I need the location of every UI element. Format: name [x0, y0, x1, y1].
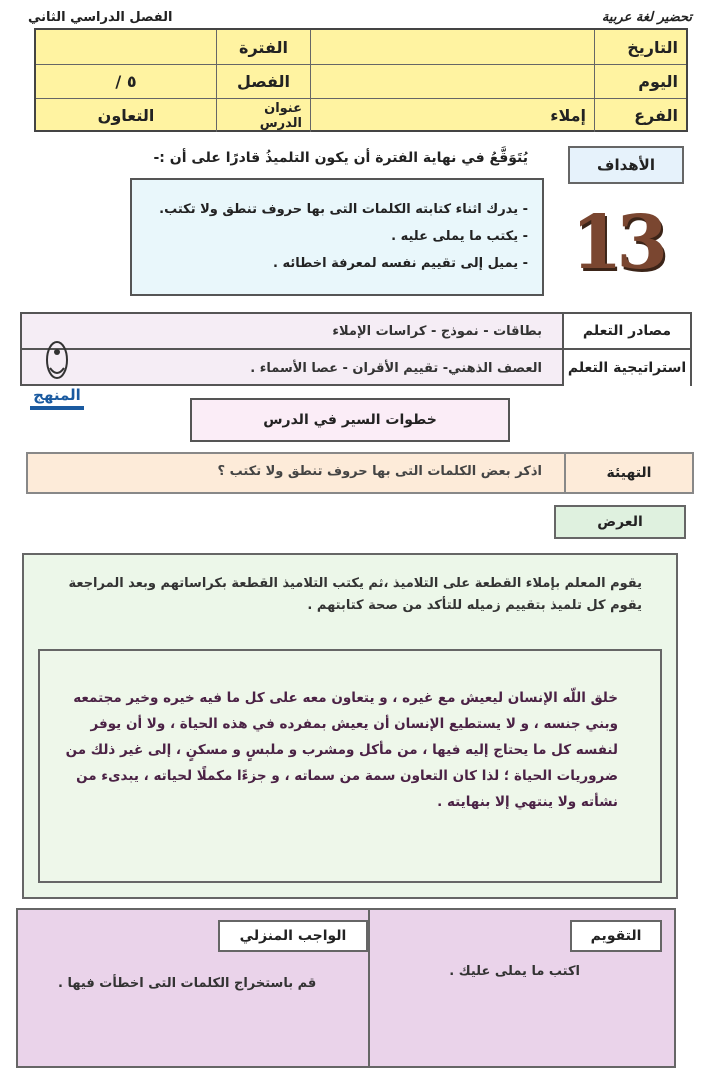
homework-value: قم باستخراج الكلمات التى اخطأت فيها . — [58, 976, 317, 991]
goal-item: - يدرك اثناء كتابته الكلمات التى بها حروف تنطق ولا تكتب. — [159, 202, 528, 217]
dictation-box — [38, 649, 662, 883]
steps-title: خطوات السير في الدرس — [190, 398, 510, 442]
lesson-number: 13 — [571, 200, 662, 286]
warmup-row — [26, 452, 694, 494]
goal-item: - يميل إلى تقييم نفسه لمعرفة اخطائه . — [273, 256, 528, 271]
day-label: اليوم — [594, 65, 686, 99]
branch-value: إملاء — [310, 99, 594, 132]
subject-title: تحضير لغة عربية — [601, 10, 692, 25]
strategies-row — [22, 350, 690, 386]
logo-text: المنهج — [33, 386, 81, 404]
term-title: الفصل الدراسي الثاني — [28, 10, 173, 25]
period-value — [36, 30, 216, 65]
class-value: ٥ / — [36, 65, 216, 99]
strategies-label: استراتيجية التعلم — [562, 350, 690, 386]
period-label: الفترة — [216, 30, 310, 65]
evaluation-label: التقويم — [570, 920, 662, 952]
goals-label: الأهداف — [568, 146, 684, 184]
bottom-divider — [368, 910, 370, 1066]
goals-list — [130, 178, 544, 296]
header-table — [34, 28, 688, 132]
lesson-title-label: عنوان الدرس — [216, 99, 310, 132]
presentation-box — [22, 553, 678, 899]
resources-value: بطاقات - نموذج - كراسات الإملاء — [332, 323, 542, 339]
warmup-label: التهيئة — [564, 454, 692, 492]
resources-row — [22, 314, 690, 350]
presentation-intro: يقوم المعلم بإملاء القطعة على التلاميذ ،ثم يكتب التلاميذ القطعة بكراساتهم وبعد المراجعة يقوم كل تلميذ بتقييم زميله للتأكد من صحة كتابتهم . — [68, 576, 642, 613]
strategies-value: العصف الذهني- تقييم الأقران - عصا الأسماء . — [250, 360, 542, 376]
date-label: التاريخ — [594, 30, 686, 65]
goal-item: - يكتب ما يملى عليه . — [391, 229, 528, 244]
warmup-value: اذكر بعض الكلمات التى بها حروف تنطق ولا تكتب ؟ — [217, 464, 542, 479]
resources-label: مصادر التعلم — [562, 314, 690, 348]
almanhaj-logo — [26, 338, 88, 418]
presentation-label: العرض — [554, 505, 686, 539]
class-label: الفصل — [216, 65, 310, 99]
homework-label: الواجب المنزلي — [218, 920, 368, 952]
lesson-title-value: التعاون — [97, 106, 155, 125]
date-value — [310, 30, 594, 65]
day-value — [310, 65, 594, 99]
resources-table — [20, 312, 692, 386]
bottom-section — [16, 908, 676, 1068]
evaluation-value: اكتب ما يملى عليك . — [449, 964, 580, 979]
branch-label: الفرع — [594, 99, 686, 132]
goals-heading: يُتَوَقَّعُ في نهاية الفترة أن يكون التلميذُ قادرًا على أن :- — [153, 150, 528, 166]
dictation-text: خلق اللّه الإنسان ليعيش مع غيره ، و يتعاون معه على كل ما فيه خيره وخير مجتمعه وبني جنسه ، و لا يستطيع الإنسان أن يعيش بمفرده في هذه الحياة ، ولا أن يوفر لنفسه كل ما يحتاج إليه فيها ، من مأكل ومشرب و ملبسٍ و مسكنٍ ، إلى غير ذلك من ضروريات الحياة ؛ لذا كان التعاون سمة من سماته ، و جزءًا مكملًا لحياته ، يبدىء من نشأته ولا ينتهي إلا بنهايته . — [65, 690, 618, 810]
